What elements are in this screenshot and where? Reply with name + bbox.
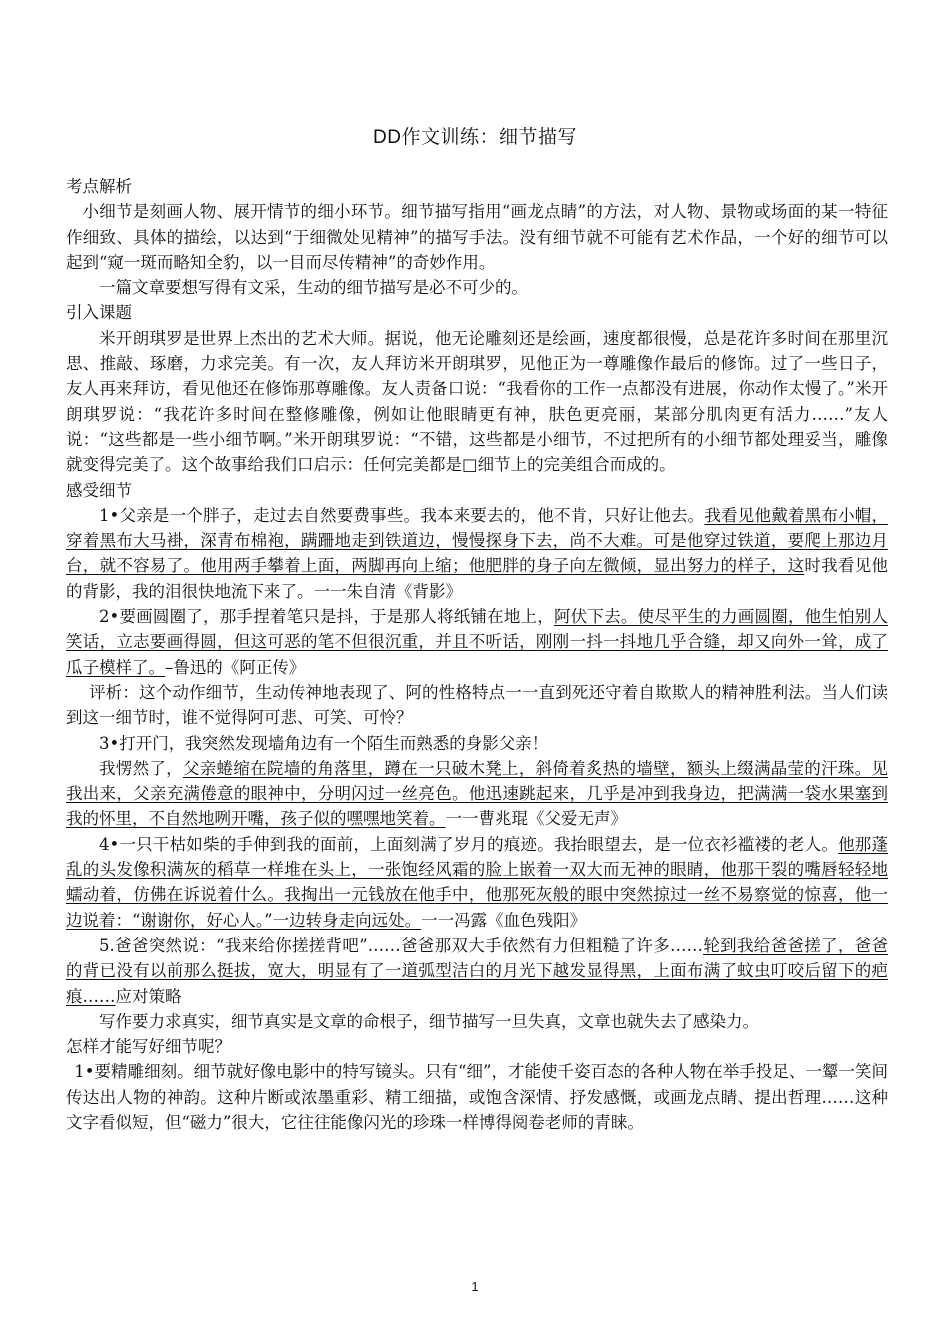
example-4-tail: 一一冯露《血色残阳》 (421, 910, 587, 930)
example-3-intro: 3•打开门，我突然发现墙角边有一个陌生而熟悉的身影父亲！ (99, 733, 549, 753)
example-2-comment: 评析：这个动作细节，生动传神地表现了、阿的性格特点一一直到死还守着自欺欺人的精神胜利法。当人们读到这一细节时，谁不觉得阿可悲、可笑、可怜？ (66, 682, 888, 728)
example-1-underlined: 我看见他戴着黑布小帽，穿着黑布大马褂，深青布棉袍，蹒跚地走到铁道边，慢慢探身下去，尚不大难。可是他穿过铁道，要爬上那边月台，就不容易了。他用两手攀着上面，两脚再向上缩；他肥胖的身子向左微倾，显出努力的样子，这 (66, 505, 888, 576)
section-heading-intro: 引入课题 (66, 303, 132, 323)
example-3-lead: 我愣然了， (99, 758, 183, 778)
example-5-tail: 应对策略 (115, 986, 182, 1006)
example-5-lead: 5.爸爸突然说：“我来给你搓搓背吧”……爸爸那双大手依然有力但粗糙了许多…… (99, 935, 704, 955)
example-2-underlined: 阿伏下去。使尽平生的力画圆圈，他生怕别人笑话，立志要画得圆，但这可恶的笔不但很沉重，并且不听话，刚刚一抖一抖地几乎合缝，却又向外一耸，成了瓜子模样了。 (66, 607, 889, 677)
analysis-paragraph-2: 一篇文章要想写得有文采，生动的细节描写是必不可少的。 (99, 278, 528, 298)
document-body (66, 174, 888, 1135)
example-3 (66, 756, 888, 832)
example-2-tail: –鲁迅的《阿正传》 (165, 657, 306, 677)
page-number: 1 (471, 1279, 479, 1294)
section-heading-feel: 感受细节 (66, 480, 132, 500)
analysis-paragraph: 小细节是刻画人物、展开情节的细小环节。细节描写指用“画龙点睛”的方法，对人物、景物或场面的某一特征作细致、具体的描绘，以达到“于细微处见精神”的描写手法。没有细节就不可能有艺术作品，一个好的细节可以起到“窥一斑而略知全豹，以一目而尽传精神”的奇妙作用。 (66, 202, 888, 272)
example-2 (66, 604, 888, 680)
example-1 (66, 503, 888, 604)
example-5-underlined: 轮到我给爸爸搓了，爸爸的背已没有以前那么挺拔，宽大，明显有了一道弧型洁白的月光下越发显得黑，上面布满了蚊虫叮咬后留下的疤痕…… (66, 935, 889, 1006)
page-title: DD作文训练：细节描写 (373, 127, 577, 148)
example-4-underlined: 他那蓬乱的头发像积满灰的稻草一样堆在头上，一张饱经风霜的脸上嵌着一双大而无神的眼睛，他那干裂的嘴唇轻轻地蠕动着，仿佛在诉说着什么。我掏出一元钱放在他手中，他那死灰般的眼中突然掠过一丝不易察觉的惊喜，他一边说着：“谢谢你，好心人。”一边转身走向远处。 (66, 834, 889, 930)
strategy-paragraph: 写作要力求真实，细节真实是文章的命根子，细节描写一旦失真，文章也就失去了感染力。 (99, 1011, 759, 1031)
example-1-tail: 时我看见他的背影，我的泪很快地流下来了。一一朱自清《背影》 (66, 556, 888, 601)
section-heading-analysis: 考点解析 (66, 177, 132, 196)
example-4-lead: 4•一只干枯如柴的手伸到我的面前，上面刻满了岁月的痕迹。我抬眼望去，是一位衣衫褴褛的老人。 (99, 834, 839, 854)
example-3-underlined: 父亲蜷缩在院墙的角落里，蹲在一只破木凳上，斜倚着炙热的墙壁，额头上缀满晶莹的汗珠。见我出来，父亲充满倦意的眼神中，分明闪过一丝亮色。他迅速跳起来，几乎是冲到我身边，把满满一袋水果塞到我的怀里，不自然地咧开嘴，孩子似的嘿嘿地笑着。 (66, 758, 889, 829)
example-2-lead: 2•要画圆圈了，那手捏着笔只是抖，于是那人将纸铺在地上， (99, 607, 554, 627)
example-4 (66, 832, 888, 933)
example-3-tail: 一一曹兆琨《父爱无声》 (445, 809, 627, 829)
example-1-lead: 1•父亲是一个胖子，走过去自然要费事些。我本来要去的，他不肯，只好让他去。 (99, 505, 705, 525)
example-5 (66, 933, 888, 1009)
strategy-item-1: 1•要精雕细刻。细节就好像电影中的特写镜头。只有“细”，才能使千姿百态的各种人物在举手投足、一颦一笑间传达出人物的神韵。这种片断或浓墨重彩、精工细描，或饱含深情、抒发感慨，或画龙点睛、提出哲理……这种文字看似短，但“磁力”很大，它往往能像闪光的珍珠一样博得阅卷老师的青睐。 (66, 1062, 888, 1132)
intro-paragraph: 米开朗琪罗是世界上杰出的艺术大师。据说，他无论雕刻还是绘画，速度都很慢，总是花许多时间在那里沉思、推敲、琢磨，力求完美。有一次，友人拜访米开朗琪罗，见他正为一尊雕像作最后的修饰。过了一些日子，友人再来拜访，看见他还在修饰那尊雕像。友人责备口说：“我看你的工作一点都没有进展，你动作太慢了。”米开朗琪罗说：“我花许多时间在整修雕像，例如让他眼睛更有神，肤色更亮丽，某部分肌肉更有活力……”友人说：“这些都是一些小细节啊。”米开朗琪罗说：“不错，这些都是小细节，不过把所有的小细节都处理妥当，雕像就变得完美了。这个故事给我们口启示：任何完美都是□细节上的完美组合而成的。 (66, 328, 888, 475)
strategy-question: 怎样才能写好细节呢？ (66, 1037, 231, 1057)
